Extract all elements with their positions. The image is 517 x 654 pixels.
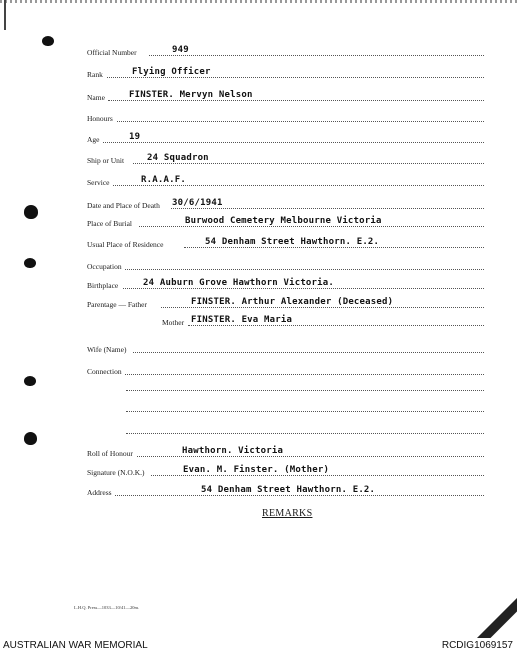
father-value: FINSTER. Arthur Alexander (Deceased) [191, 297, 394, 307]
name-row [87, 87, 484, 101]
honours-row [87, 108, 484, 122]
occupation-label: Occupation [87, 261, 122, 271]
address-value: 54 Denham Street Hawthorn. E.2. [201, 485, 376, 495]
signature-row [87, 462, 484, 476]
punch-hole [24, 432, 37, 445]
printer-line: L.H.Q. Press—1033—10/41—20m. [74, 605, 140, 610]
date-place-death-label: Date and Place of Death [87, 200, 160, 210]
age-row [87, 129, 484, 143]
service-value: R.A.A.F. [141, 175, 186, 185]
ship-or-unit-label: Ship or Unit [87, 155, 125, 165]
date-place-death-row [87, 195, 484, 209]
roll-of-honour-value: Hawthorn. Victoria [182, 446, 284, 456]
address-row [87, 482, 484, 496]
place-of-burial-label: Place of Burial [87, 218, 132, 228]
service-label: Service [87, 177, 110, 187]
archive-credit: AUSTRALIAN WAR MEMORIAL [3, 640, 148, 651]
usual-residence-label: Usual Place of Residence [87, 239, 164, 249]
remarks-heading: REMARKS [262, 508, 313, 519]
punch-hole [24, 376, 36, 386]
official-number-row [87, 42, 484, 56]
mother-row [87, 312, 484, 326]
ship-or-unit-row [87, 150, 484, 164]
roll-of-honour-label: Roll of Honour [87, 448, 133, 458]
page-corner-mark [477, 588, 517, 638]
birthplace-label: Birthplace [87, 280, 119, 290]
mother-value: FINSTER. Eva Maria [191, 315, 293, 325]
age-value: 19 [129, 132, 141, 142]
birthplace-value: 24 Auburn Grove Hawthorn Victoria. [143, 278, 335, 288]
name-value: FINSTER. Mervyn Nelson [129, 90, 253, 100]
mother-label: Mother [162, 317, 185, 327]
place-of-burial-row [87, 213, 484, 227]
connection-line [126, 389, 484, 391]
service-row [87, 172, 484, 186]
roll-of-honour-row [87, 443, 484, 457]
official-number-label: Official Number [87, 47, 137, 57]
connection-line [126, 410, 484, 412]
page-edge-left [4, 0, 6, 30]
rank-value: Flying Officer [132, 67, 211, 77]
page-edge [0, 0, 517, 3]
punch-hole [24, 258, 36, 268]
address-label: Address [87, 487, 112, 497]
age-label: Age [87, 134, 100, 144]
connection-row [87, 361, 484, 375]
signature-label: Signature (N.O.K.) [87, 467, 145, 477]
wife-label: Wife (Name) [87, 344, 127, 354]
place-of-burial-value: Burwood Cemetery Melbourne Victoria [185, 216, 382, 226]
honours-label: Honours [87, 113, 113, 123]
wife-row [87, 339, 484, 353]
usual-residence-value: 54 Denham Street Hawthorn. E.2. [205, 237, 380, 247]
punch-hole [24, 205, 38, 219]
occupation-row [87, 256, 484, 270]
punch-hole [42, 36, 54, 46]
rank-label: Rank [87, 69, 103, 79]
record-id: RCDIG1069157 [441, 640, 513, 651]
father-label: Parentage — Father [87, 299, 147, 309]
rank-row [87, 64, 484, 78]
father-row [87, 294, 484, 308]
birthplace-row [87, 275, 484, 289]
signature-value: Evan. M. Finster. (Mother) [183, 465, 330, 475]
connection-line [126, 432, 484, 434]
date-place-death-value: 30/6/1941 [172, 198, 223, 208]
official-number-value: 949 [172, 45, 189, 55]
usual-residence-row [87, 234, 484, 248]
connection-label: Connection [87, 366, 122, 376]
name-label: Name [87, 92, 105, 102]
ship-or-unit-value: 24 Squadron [147, 153, 209, 163]
